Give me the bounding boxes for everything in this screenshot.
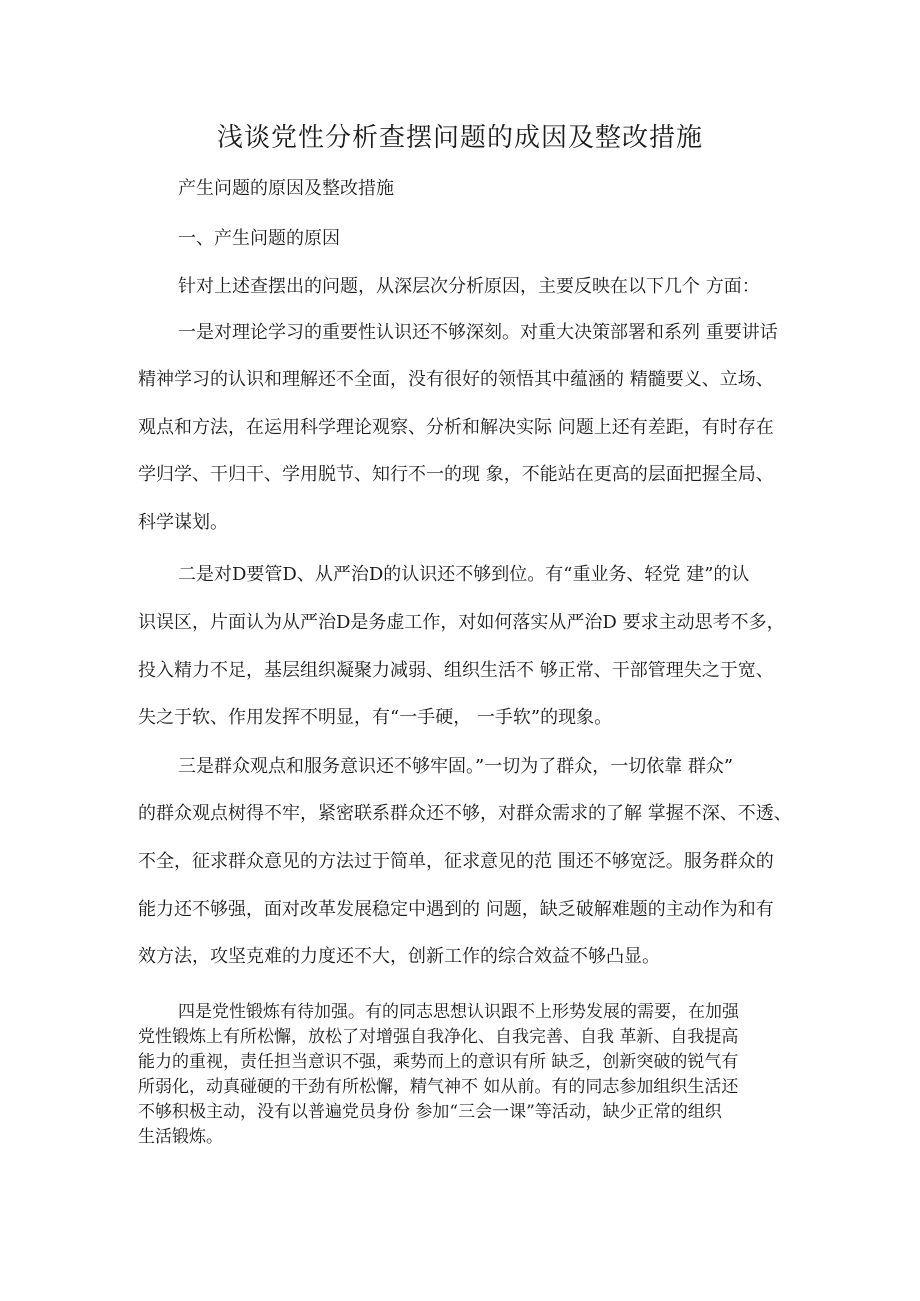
document-title: 浅谈党性分析查摆问题的成因及整改措施: [216, 123, 703, 153]
paragraph-4-line: 生活锻炼。: [138, 1127, 223, 1147]
paragraph-4-line: 党性锻炼上有所松懈，放松了对增强自我净化、自我完善、自我 革新、自我提高: [138, 1027, 739, 1047]
paragraph-4-line: 所弱化，动真碰硬的干劲有所松懈，精气神不 如从前。有的同志参加组织生活还: [138, 1077, 739, 1097]
paragraph-4-line: 四是党性锻炼有待加强。有的同志思想认识跟不上形势发展的需要，在加强: [178, 1002, 739, 1022]
subtitle: 产生问题的原因及整改措施: [178, 178, 394, 199]
paragraph-2-line: 识误区，片面认为从严治D是务虚工作，对如何落实从严治D 要求主动思考不多，: [138, 612, 785, 633]
paragraph-3-line: 能力还不够强，面对改革发展稳定中遇到的 问题，缺乏破解难题的主动作为和有: [138, 899, 774, 920]
paragraph-3-line: 三是群众观点和服务意识还不够牢固。”一切为了群众，一切依靠 群众”: [178, 756, 734, 777]
paragraph-3-line: 效方法，攻坚克难的力度还不大，创新工作的综合效益不够凸显。: [138, 946, 660, 967]
paragraph-1-line: 一是对理论学习的重要性认识还不够深刻。对重大决策部署和系列 重要讲话: [178, 322, 778, 343]
paragraph-2-line: 失之于软、作用发挥不明显，有“一手硬， 一手软”的现象。: [138, 707, 613, 728]
paragraph-2-line: 投入精力不足，基层组织凝聚力减弱、组织生活不 够正常、干部管理失之于宽、: [138, 660, 774, 681]
paragraph-1-line: 精神学习的认识和理解还不全面，没有很好的领悟其中蕴涵的 精髓要义、立场、: [138, 369, 774, 390]
paragraph-3-line: 不全，征求群众意见的方法过于简单，征求意见的范 围还不够宽泛。服务群众的: [138, 851, 774, 872]
section-heading: 一、产生问题的原因: [178, 228, 340, 249]
paragraph-2-line: 二是对D要管D、从严治D的认识还不够到位。有“重业务、轻党 建”的认: [178, 564, 750, 585]
paragraph-4-line: 不够积极主动，没有以普遍党员身份 参加“三会一课”等活动，缺少正常的组织: [138, 1102, 722, 1122]
paragraph-1-line: 学归学、干归干、学用脱节、知行不一的现 象，不能站在更高的层面把握全局、: [138, 464, 774, 485]
intro-line: 针对上述查摆出的问题，从深层次分析原因，主要反映在以下几个 方面：: [178, 276, 760, 297]
paragraph-3-line: 的群众观点树得不牢，紧密联系群众还不够，对群众需求的了解 掌握不深、不透、: [138, 803, 792, 824]
paragraph-4-line: 能力的重视，责任担当意识不强，乘势而上的意识有所 缺乏，创新突破的锐气有: [138, 1052, 739, 1072]
paragraph-1-line: 科学谋划。: [138, 512, 228, 533]
paragraph-1-line: 观点和方法，在运用科学理论观察、分析和解决实际 问题上还有差距，有时存在: [138, 417, 774, 438]
